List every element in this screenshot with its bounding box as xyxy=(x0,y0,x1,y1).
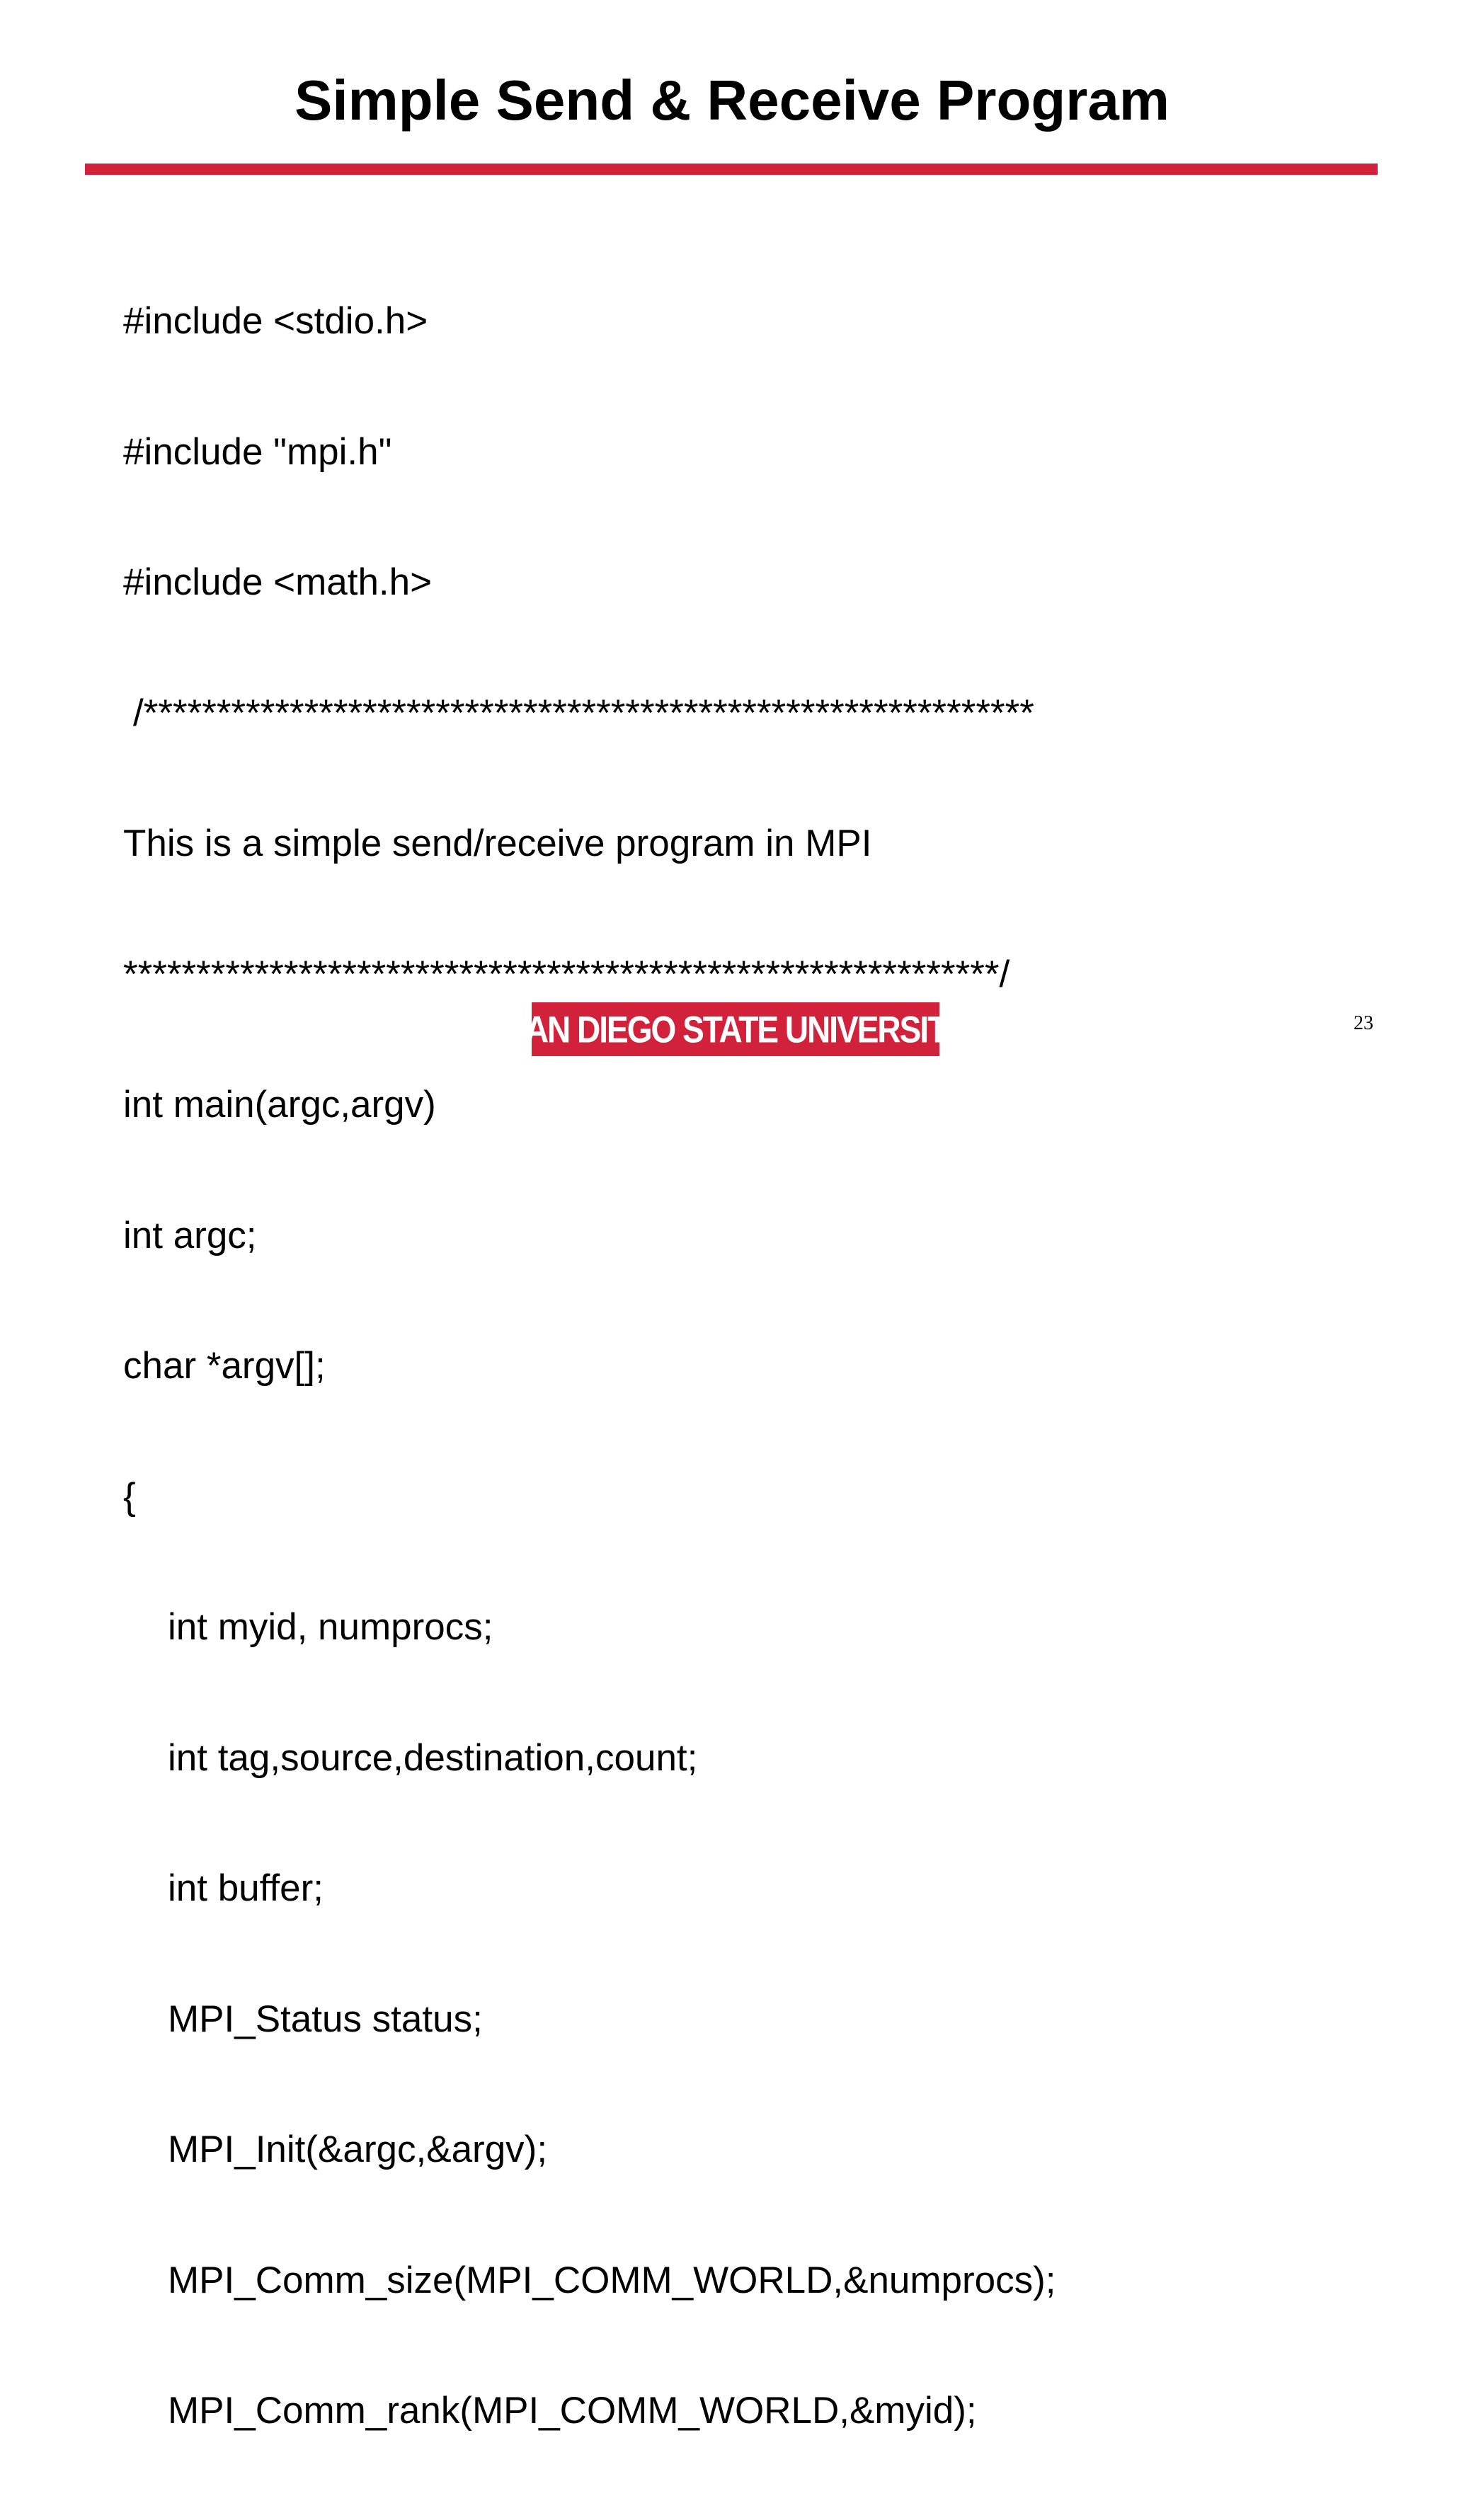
slide-title: Simple Send & Receive Program xyxy=(294,69,1170,132)
code-line: MPI_Comm_size(MPI_COMM_WORLD,&numprocs); xyxy=(168,2259,1056,2301)
code-line: MPI_Status status; xyxy=(168,1998,483,2040)
code-line: char *argv[]; xyxy=(123,1345,326,1387)
university-logo xyxy=(505,1002,966,1056)
page-number: 23 xyxy=(1354,1012,1373,1034)
code-line: ************************************************************/ xyxy=(123,953,1010,995)
code-line: #include "mpi.h" xyxy=(123,430,392,473)
code-line: int myid, numprocs; xyxy=(168,1606,493,1648)
code-line: int main(argc,argv) xyxy=(123,1084,436,1126)
code-line: #include <stdio.h> xyxy=(123,300,428,342)
code-line: This is a simple send/receive program in MPI xyxy=(123,823,872,864)
code-line: MPI_Comm_rank(MPI_COMM_WORLD,&myid); xyxy=(168,2390,977,2432)
code-line: /************************************************************* xyxy=(133,692,1034,734)
code-line: int buffer; xyxy=(168,1867,324,1909)
university-logo-text: SAN DIEGO STATE UNIVERSITY xyxy=(505,1008,966,1050)
title-divider xyxy=(85,164,1378,175)
code-line: int argc; xyxy=(123,1214,257,1256)
code-line: #include <math.h> xyxy=(123,561,433,603)
code-block xyxy=(123,212,1056,2520)
code-line: MPI_Init(&argc,&argv); xyxy=(168,2129,548,2170)
code-line: int tag,source,destination,count; xyxy=(168,1736,698,1779)
code-line: { xyxy=(123,1475,136,1518)
